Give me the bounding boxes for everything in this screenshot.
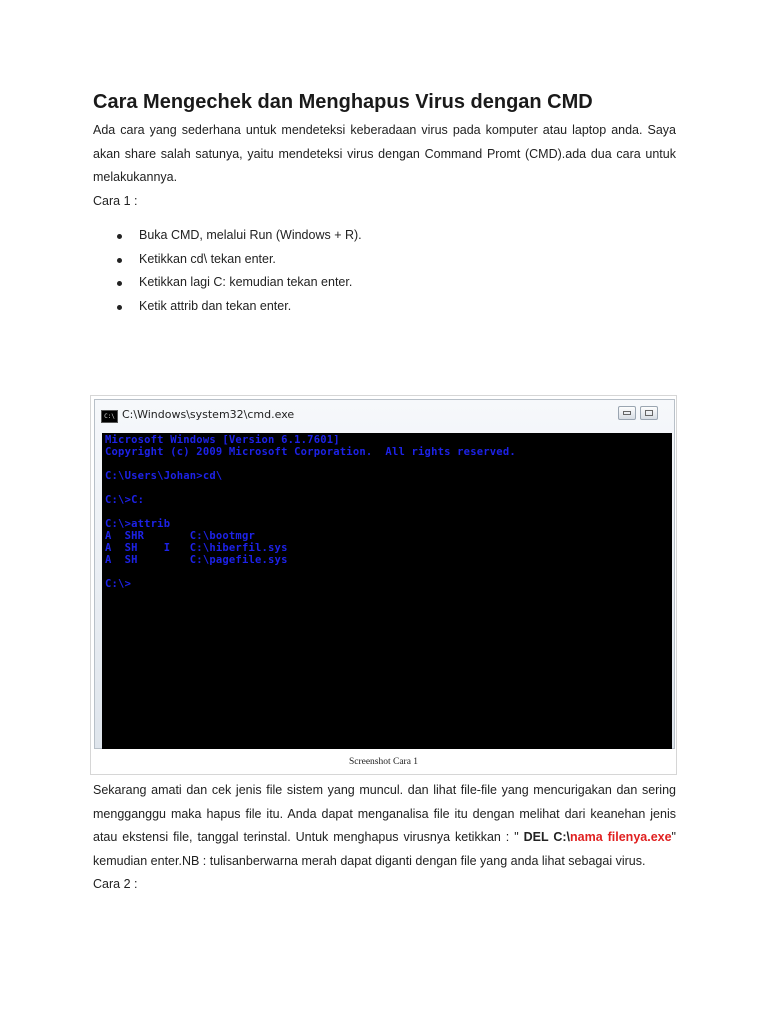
steps-list [93, 224, 676, 318]
list-item [93, 248, 676, 272]
page-title: Cara Mengechek dan Menghapus Virus dengan CMD [93, 91, 593, 113]
instructions-paragraph [93, 779, 676, 873]
del-command: DEL C:\ [518, 830, 571, 844]
bullet-icon [117, 281, 122, 286]
bullet-icon [117, 234, 122, 239]
window-title: C:\Windows\system32\cmd.exe [122, 408, 295, 421]
cara-1-label: Cara 1 : [93, 193, 138, 208]
bullet-icon [117, 305, 122, 310]
console-line: C:\Users\Johan>cd\ [105, 470, 223, 482]
console-line: C:\> [105, 578, 132, 590]
console-output [102, 433, 672, 749]
bullet-icon [117, 258, 122, 263]
console-line: C:\>C: [105, 494, 145, 506]
list-item [93, 271, 676, 295]
list-item [93, 224, 676, 248]
step-text: Ketikkan cd\ tekan enter. [139, 251, 276, 266]
intro-paragraph: Ada cara yang sederhana untuk mendeteksi keberadaan virus pada komputer atau laptop anda. Saya akan share salah satunya, yaitu mendeteksi virus dengan Command Promt (CMD).ada dua cara untuk melakukannya. [93, 123, 676, 184]
instruction-text-end: " kemudian enter.NB : tulisanberwarna merah dapat diganti dengan file yang anda lihat sebagai virus. [93, 830, 676, 868]
console-line: A SHR C:\bootmgr [105, 530, 255, 542]
cmd-window-screenshot [94, 399, 675, 749]
instruction-text: Sekarang amati dan cek jenis file sistem yang muncul. dan lihat file-file yang mencurigakan dan sering mengganggu maka hapus file itu. Anda dapat menganalisa file itu dengan melihat dari keanehan jenis atau ekstensi file, tanggal terinstal. Untuk menghapus virusnya ketikkan : " [93, 783, 676, 844]
step-text: Ketikkan lagi C: kemudian tekan enter. [139, 275, 353, 289]
console-line: C:\>attrib [105, 518, 171, 530]
console-line: A SH C:\pagefile.sys [105, 554, 288, 566]
list-item [93, 295, 676, 319]
step-text: Ketik attrib dan tekan enter. [139, 298, 292, 313]
minimize-icon [618, 406, 636, 420]
console-line: Copyright (c) 2009 Microsoft Corporation. All rights reserved. [105, 446, 516, 458]
cara-2-label: Cara 2 : [93, 877, 138, 891]
article [93, 88, 676, 318]
figure-caption: Screenshot Cara 1 [348, 757, 419, 767]
filename-highlight: nama filenya.exe [570, 830, 672, 844]
window-titlebar [95, 400, 674, 430]
step-text: Buka CMD, melalui Run (Windows + R). [139, 228, 362, 242]
console-line: A SH I C:\hiberfil.sys [105, 542, 288, 554]
console-line: Microsoft Windows [Version 6.1.7601] [105, 434, 340, 446]
maximize-icon [640, 406, 658, 420]
body-text [93, 779, 676, 897]
screenshot-figure [90, 395, 677, 775]
cmd-icon: C:\ [101, 410, 118, 423]
